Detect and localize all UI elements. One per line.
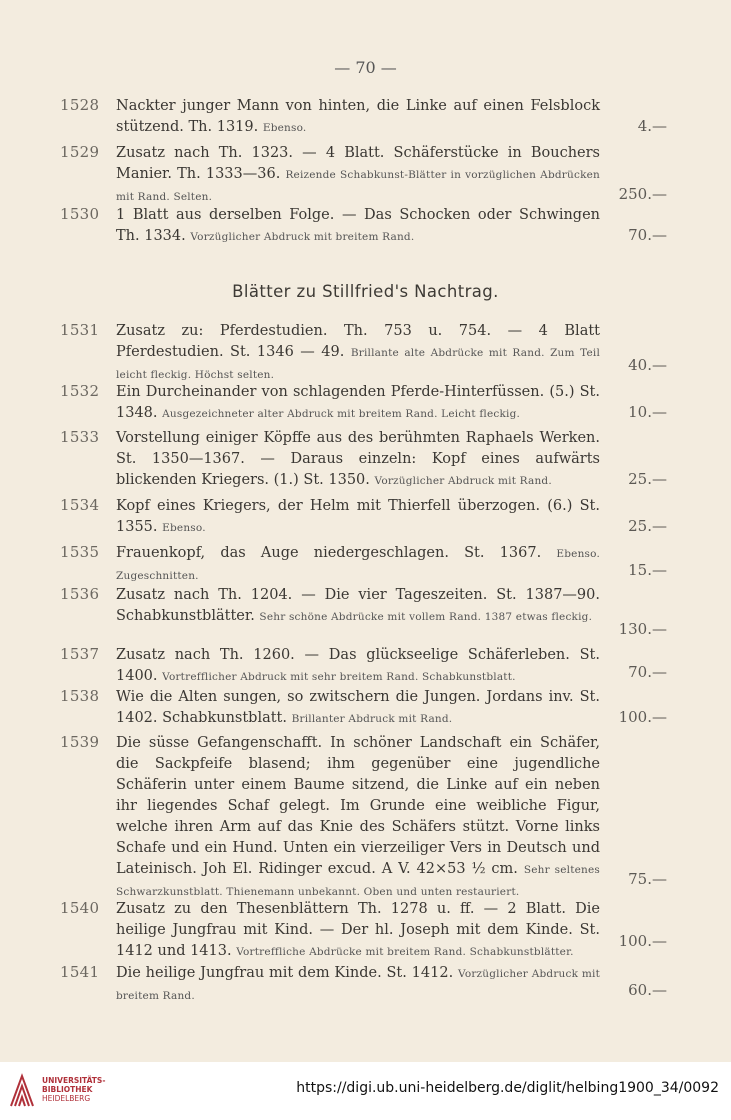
lot-price: 25.— — [628, 470, 667, 488]
lot-price: 70.— — [628, 226, 667, 244]
lot-description: Zusatz nach Th. 1260. — Das glückseelige Schäferleben. St. 1400. Vortrefflicher Abdruck mit sehr breitem Rand. Schabkunstblatt. — [116, 647, 600, 684]
lot-description: Kopf eines Kriegers, der Helm mit Thierfell überzogen. (6.) St. 1355. Ebenso. — [116, 498, 600, 535]
permalink-url[interactable]: https://digi.ub.uni-heidelberg.de/diglit/helbing1900_34/0092 — [296, 1080, 719, 1096]
lot-price: 25.— — [628, 517, 667, 535]
lot-description: Wie die Alten sungen, so zwitschern die Jungen. Jordans inv. St. 1402. Schabkunstblatt. Brillanter Abdruck mit Rand. — [116, 689, 600, 726]
lot-description: 1 Blatt aus derselben Folge. — Das Schocken oder Schwingen Th. 1334. Vorzüglicher Abdruck mit breitem Rand. — [116, 207, 600, 244]
lot-description: Zusatz nach Th. 1323. — 4 Blatt. Schäferstücke in Bouchers Manier. Th. 1333—36. Reizende Schabkunst-Blätter in vorzüglichen Abdrücken mit Rand. Selten. — [116, 145, 601, 203]
lot-description: Ein Durcheinander von schlagenden Pferde-Hinterfüssen. (5.) St. 1348. Ausgezeichneter alter Abdruck mit breitem Rand. Leicht fleckig. — [116, 384, 600, 421]
lot-price: 130.— — [618, 620, 667, 638]
lot-price: 250.— — [618, 185, 667, 203]
lot-description: Frauenkopf, das Auge niedergeschlagen. St. 1367. Ebenso. Zugeschnitten. — [116, 545, 601, 582]
lot-price: 75.— — [628, 870, 667, 888]
lot-number: 1539 — [60, 733, 100, 751]
lot-number: 1537 — [60, 645, 100, 663]
lot-price: 15.— — [628, 561, 667, 579]
lot-number: 1528 — [60, 96, 100, 114]
lot-price: 10.— — [628, 403, 667, 421]
lot-description: Die süsse Gefangenschafft. In schöner Landschaft ein Schäfer, die Sackpfeife blasend; ihm gegenüber eine jugendliche Schäferin unter einem Baume sitzend, die Linke auf ein neben ihr liegendes Schaf gelegt. Im Grunde eine weibliche Figur, welche ihren Arm auf das Knie des Schäfers stützt. Vorne links Schafe und ein Hund. Unten ein vierzeiliger Vers in Deutsch und Lateinisch. Joh El. Ridinger excud. A V. 42×53 ½ cm. Sehr seltenes Schwarzkunstblatt. Thienemann unbekannt. Oben und unten restauriert. — [116, 735, 601, 898]
lot-description: Zusatz zu den Thesenblättern Th. 1278 u. ff. — 2 Blatt. Die heilige Jungfrau mit Kind. — Der hl. Joseph mit dem Kinde. St. 1412 und 1413. Vortreffliche Abdrücke mit breitem Rand. Schabkunstblätter. — [116, 901, 600, 959]
lot-number: 1538 — [60, 687, 100, 705]
lot-price: 60.— — [628, 981, 667, 999]
lot-number: 1540 — [60, 899, 100, 917]
viewer-footer — [0, 1062, 731, 1120]
lot-description: Zusatz zu: Pferdestudien. Th. 753 u. 754. — 4 Blatt Pferdestudien. St. 1346 — 49. Brillante alte Abdrücke mit Rand. Zum Teil leicht fleckig. Höchst selten. — [116, 323, 601, 381]
lot-price: 100.— — [618, 932, 667, 950]
lot-number: 1530 — [60, 205, 100, 223]
lot-number: 1529 — [60, 143, 100, 161]
library-seal-icon — [8, 1072, 36, 1110]
lot-description: Zusatz nach Th. 1204. — Die vier Tageszeiten. St. 1387—90. Schabkunstblätter. Sehr schöne Abdrücke mit vollem Rand. 1387 etwas fleckig. — [116, 587, 600, 624]
lot-price: 70.— — [628, 663, 667, 681]
lot-description: Die heilige Jungfrau mit dem Kinde. St. 1412. Vorzüglicher Abdruck mit breitem Rand. — [116, 965, 601, 1002]
lot-number: 1533 — [60, 428, 100, 446]
lot-number: 1535 — [60, 543, 100, 561]
lot-description: Vorstellung einiger Köpffe aus des berühmten Raphaels Werken. St. 1350—1367. — Daraus einzeln: Kopf eines aufwärts blickenden Kriegers. (1.) St. 1350. Vorzüglicher Abdruck mit Rand. — [116, 430, 600, 488]
lot-price: 100.— — [618, 708, 667, 726]
lot-price: 4.— — [637, 117, 667, 135]
lot-number: 1536 — [60, 585, 100, 603]
library-logo-text: UNIVERSITÄTS- BIBLIOTHEK HEIDELBERG — [42, 1076, 106, 1103]
lot-number: 1534 — [60, 496, 100, 514]
lot-number: 1532 — [60, 382, 100, 400]
page-number: — 70 — — [334, 58, 397, 77]
lot-description: Nackter junger Mann von hinten, die Linke auf einen Felsblock stützend. Th. 1319. Ebenso. — [116, 98, 600, 135]
lot-price: 40.— — [628, 356, 667, 374]
section-heading: Blätter zu Stillfried's Nachtrag. — [232, 282, 499, 301]
lot-number: 1541 — [60, 963, 100, 981]
lot-number: 1531 — [60, 321, 100, 339]
